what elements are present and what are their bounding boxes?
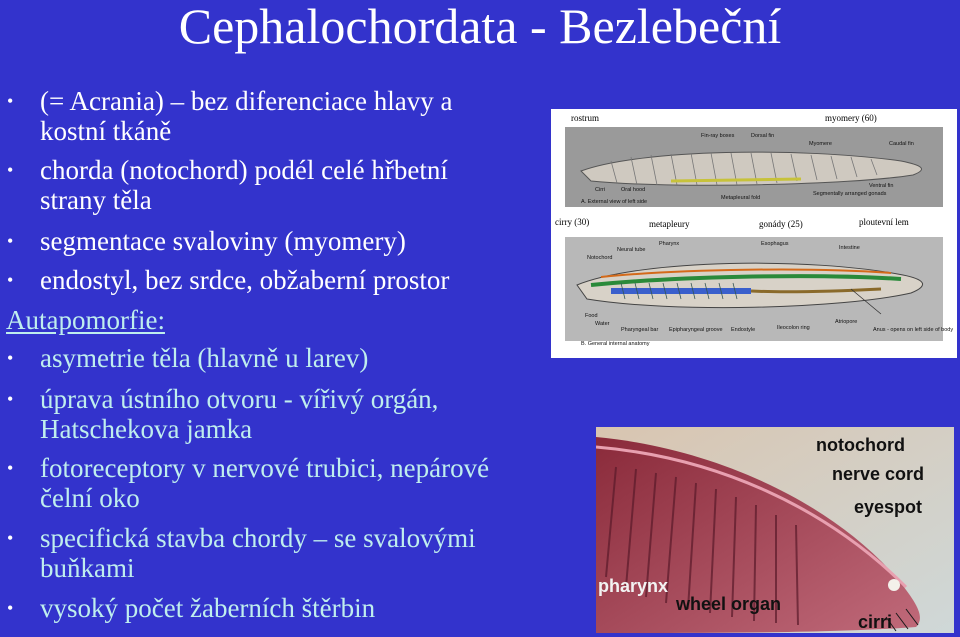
anatomy-diagram: [551, 109, 957, 358]
bullet-icon: •: [7, 231, 14, 251]
label-pharyngeal-bar: Pharyngeal bar: [621, 327, 659, 333]
slide-title: Cephalochordata - Bezlebeční: [178, 0, 782, 54]
photo-wheel-organ: [888, 579, 900, 591]
label-segmented-gonads: Segmentally arranged gonads: [813, 191, 887, 197]
list-item-text: kostní tkáně: [40, 116, 172, 146]
label-ileocolon-ring: Ileocolon ring: [777, 325, 810, 331]
photo-label-eyespot: eyespot: [854, 497, 923, 517]
label-oral-hood: Oral hood: [621, 187, 646, 193]
list-item: [7, 453, 490, 513]
label-metapleury: metapleury: [649, 219, 690, 229]
label-finray-boxes: Fin-ray boxes: [701, 133, 735, 139]
photo-label-cirri: cirri: [858, 612, 893, 632]
label-caudal-fin: Caudal fin: [889, 141, 914, 147]
label-caption-b: B. General internal anatomy: [581, 341, 650, 347]
bullet-icon: •: [7, 348, 14, 368]
label-cirri-cs: cirry (30): [555, 217, 590, 227]
label-cirri: Cirri: [595, 187, 606, 193]
list-item-text: fotoreceptory v nervové trubici, nepárové: [40, 453, 490, 483]
list-item-text: čelní oko: [40, 483, 140, 513]
list-item-text: specifická stavba chordy – se svalovými: [40, 523, 476, 553]
label-notochord: Notochord: [587, 255, 613, 261]
list-item: [7, 155, 448, 215]
gonads-row: [671, 179, 801, 181]
bullet-icon: •: [7, 91, 14, 111]
bullet-icon: •: [7, 598, 14, 618]
label-food: Food: [585, 313, 598, 319]
label-intestine: Intestine: [839, 245, 860, 251]
list-item: [7, 384, 439, 444]
label-endostyle: Endostyle: [731, 327, 756, 333]
bullet-icon: •: [7, 458, 14, 478]
list-item-text: asymetrie těla (hlavně u larev): [40, 343, 369, 373]
bullet-icon: •: [7, 160, 14, 180]
label-ploutevni-lem: ploutevní lem: [859, 217, 909, 227]
label-myomery: myomery (60): [825, 113, 877, 123]
list-item-text: segmentace svaloviny (myomery): [40, 226, 406, 256]
label-anus: Anus - opens on left side of body: [873, 327, 954, 333]
list-item: [7, 343, 369, 373]
label-caption-a: A. External view of left side: [581, 199, 648, 205]
list-item-text: strany těla: [40, 185, 152, 215]
label-esophagus: Esophagus: [761, 241, 789, 247]
bullet-icon: •: [7, 389, 14, 409]
list-item: [7, 86, 453, 146]
list-item: [7, 593, 376, 623]
bullet-icon: •: [7, 528, 14, 548]
list-item: [7, 265, 450, 295]
label-rostrum: rostrum: [571, 113, 599, 123]
bullet-icon: •: [7, 270, 14, 290]
anatomy-diagram-svg: [551, 109, 957, 358]
label-atriopore: Atriopore: [835, 319, 858, 325]
list-item-text: chorda (notochord) podél celé hřbetní: [40, 155, 448, 185]
label-gonady: gonády (25): [759, 219, 803, 229]
microscope-photo-svg: [596, 427, 954, 633]
label-ventral-fin: Ventral fin: [869, 183, 894, 189]
photo-label-pharynx: pharynx: [598, 576, 669, 596]
list-item-text: endostyl, bez srdce, obžaberní prostor: [40, 265, 450, 295]
label-myomere: Myomere: [809, 141, 832, 147]
label-metapleural-fold: Metapleural fold: [721, 195, 761, 201]
list-item-text: Hatschekova jamka: [40, 414, 253, 444]
photo-label-wheel-organ: wheel organ: [676, 594, 782, 614]
list-item: [7, 226, 406, 256]
photo-label-nerve-cord: nerve cord: [832, 464, 925, 484]
label-dorsal-fin: Dorsal fin: [751, 133, 775, 139]
list-item-text: (= Acrania) – bez diferenciace hlavy a: [40, 86, 453, 116]
list-item-text: buňkami: [40, 553, 135, 583]
photo-label-notochord: notochord: [816, 435, 905, 455]
microscope-photo: [596, 427, 954, 633]
label-neural-tube: Neural tube: [617, 247, 646, 253]
list-item-text: úprava ústního otvoru - vířivý orgán,: [40, 384, 439, 414]
autapomorphies-heading: Autapomorfie:: [6, 305, 165, 335]
list-item-text: vysoký počet žaberních štěrbin: [40, 593, 376, 623]
list-item: [7, 523, 476, 583]
label-water: Water: [595, 321, 610, 327]
label-epipharyngeal-groove: Epipharyngeal groove: [669, 327, 723, 333]
label-pharynx: Pharynx: [659, 241, 680, 247]
